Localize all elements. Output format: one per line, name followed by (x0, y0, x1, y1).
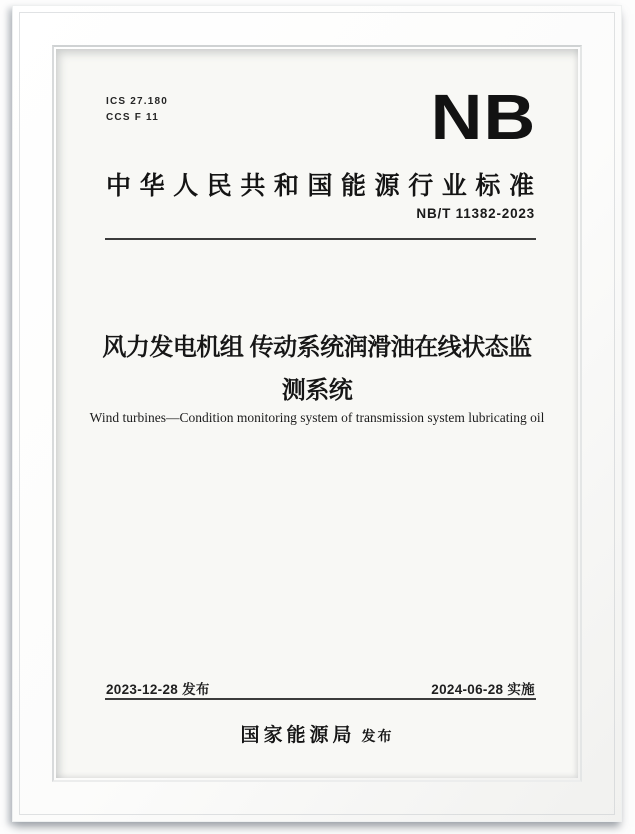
ics-code: ICS 27.180 (106, 96, 169, 107)
document-title-line1: 风力发电机组 传动系统润滑油在线状态监 (102, 334, 532, 361)
publish-label: 发布 (361, 728, 394, 744)
document-title-en: Wind turbines—Condition monitoring system of transmission system lubricating oil (89, 410, 545, 425)
document-title-cn (56, 326, 578, 412)
publisher-line (56, 720, 578, 747)
nb-logo: NB (430, 81, 536, 153)
header-divider-rule (105, 238, 536, 240)
footer-divider-rule (105, 698, 536, 700)
document-title-line2: 测系统 (281, 377, 353, 404)
issue-date: 2023-12-28 发布 (106, 682, 210, 697)
ccs-code: CCS F 11 (106, 112, 159, 123)
picture-frame (12, 5, 622, 822)
classification-codes (106, 94, 168, 126)
standard-number: NB/T 11382-2023 (416, 206, 535, 221)
publisher-name: 国家能源局 (240, 725, 356, 746)
implementation-date: 2024-06-28 实施 (431, 682, 535, 697)
standard-series-title: 中 华 人 民 共 和 国 能 源 行 业 标 准 (106, 173, 534, 200)
standard-cover-page (56, 49, 578, 778)
